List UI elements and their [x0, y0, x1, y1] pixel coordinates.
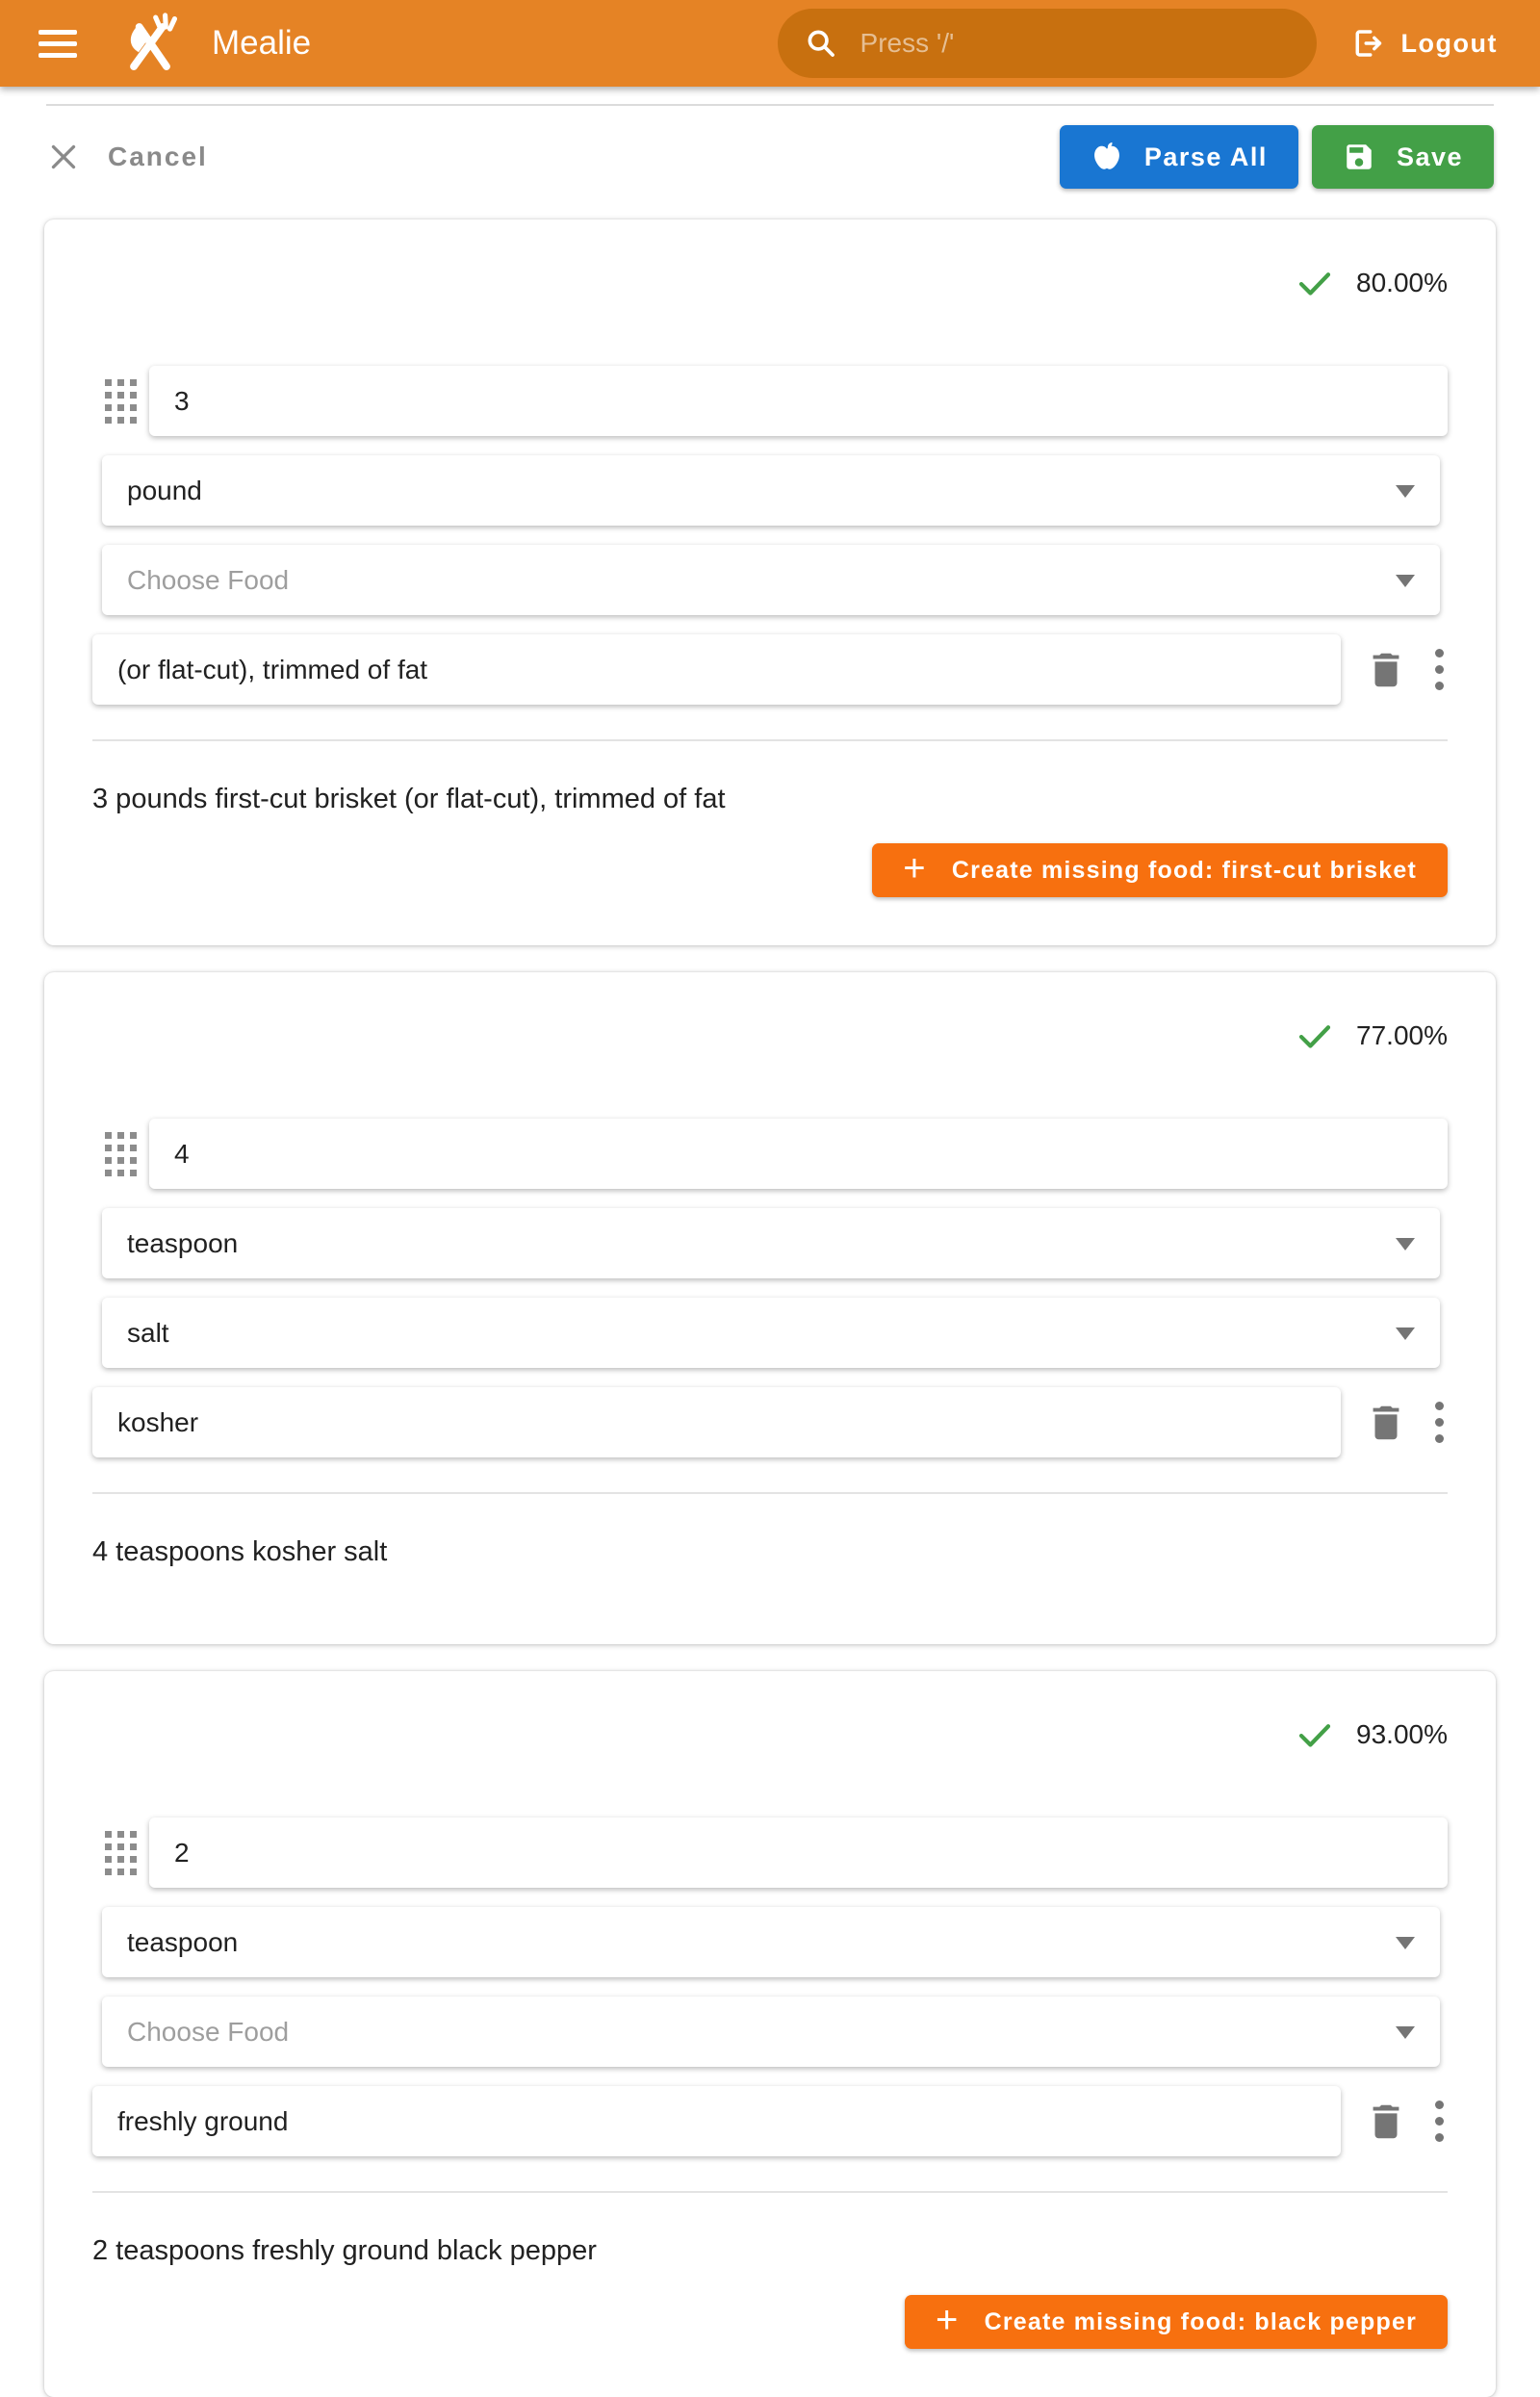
- save-icon: [1343, 141, 1375, 173]
- logout-label: Logout: [1400, 28, 1498, 58]
- ingredient-card: [44, 219, 1496, 945]
- confidence-value: 80.00%: [1356, 268, 1448, 297]
- note-field: [92, 634, 1341, 705]
- delete-ingredient-button[interactable]: [1364, 648, 1408, 692]
- drag-handle-icon[interactable]: [105, 379, 137, 424]
- trash-icon: [1364, 1401, 1408, 1445]
- ingredient-card: [44, 972, 1496, 1644]
- drag-handle-icon[interactable]: [105, 1831, 137, 1875]
- unit-input[interactable]: [102, 1228, 1440, 1259]
- confidence-row: [92, 1710, 1448, 1760]
- quantity-row: [92, 366, 1448, 436]
- search-bar: [778, 9, 1317, 78]
- kebab-icon: [1435, 649, 1444, 690]
- quantity-input[interactable]: [149, 386, 1448, 417]
- apple-icon: [1091, 141, 1123, 173]
- food-input[interactable]: [102, 1318, 1440, 1349]
- create-missing-food-button[interactable]: + Create missing food: first-cut brisket: [872, 843, 1448, 897]
- cancel-button[interactable]: [46, 140, 208, 174]
- food-input[interactable]: [102, 565, 1440, 596]
- original-ingredient-text: 4 teaspoons kosher salt: [92, 1536, 388, 1567]
- create-missing-food-label: Create missing food: first-cut brisket: [951, 856, 1417, 884]
- note-input[interactable]: [92, 2106, 1341, 2137]
- search-input[interactable]: [859, 27, 1290, 60]
- quantity-row: [92, 1119, 1448, 1189]
- note-row: [92, 1387, 1448, 1457]
- parse-all-button[interactable]: [1060, 125, 1298, 189]
- note-input[interactable]: [92, 655, 1341, 685]
- parser-toolbar: [46, 125, 1494, 189]
- confidence-row: [92, 258, 1448, 308]
- unit-select: [102, 1208, 1440, 1278]
- cancel-label: Cancel: [108, 142, 208, 171]
- food-select: [102, 545, 1440, 615]
- check-icon: [1295, 1714, 1335, 1755]
- quantity-field: [149, 366, 1448, 436]
- unit-select: [102, 1907, 1440, 1977]
- app-bar: [0, 0, 1540, 87]
- header-divider: [46, 104, 1494, 106]
- create-missing-food-button[interactable]: + Create missing food: black pepper: [905, 2295, 1448, 2349]
- check-icon: [1295, 263, 1335, 303]
- note-field: [92, 1387, 1341, 1457]
- logout-icon: [1349, 26, 1384, 61]
- confidence-value: 77.00%: [1356, 1020, 1448, 1050]
- parse-all-label: Parse All: [1143, 142, 1268, 171]
- save-label: Save: [1396, 142, 1463, 171]
- trash-icon: [1364, 2100, 1408, 2144]
- logout-button[interactable]: [1349, 26, 1498, 61]
- unit-select: [102, 455, 1440, 526]
- unit-input[interactable]: [102, 476, 1440, 506]
- quantity-field: [149, 1817, 1448, 1888]
- note-row: [92, 2086, 1448, 2156]
- mealie-logo-icon: [117, 11, 183, 76]
- kebab-icon: [1435, 1402, 1444, 1443]
- missing-food-row: [92, 843, 1448, 897]
- note-row: [92, 634, 1448, 705]
- trash-icon: [1364, 648, 1408, 692]
- card-divider: [92, 1492, 1448, 1494]
- create-missing-food-label: Create missing food: black pepper: [984, 2307, 1417, 2335]
- kebab-icon: [1435, 2101, 1444, 2142]
- hamburger-menu-icon[interactable]: [38, 30, 77, 58]
- confidence-value: 93.00%: [1356, 1719, 1448, 1749]
- food-select: [102, 1997, 1440, 2067]
- close-icon: [46, 140, 81, 174]
- more-options-button[interactable]: [1435, 1402, 1444, 1443]
- more-options-button[interactable]: [1435, 649, 1444, 690]
- search-icon: [805, 27, 837, 60]
- app-title: Mealie: [212, 24, 312, 62]
- ingredient-cards: [44, 219, 1496, 2397]
- card-divider: [92, 739, 1448, 741]
- more-options-button[interactable]: [1435, 2101, 1444, 2142]
- note-field: [92, 2086, 1341, 2156]
- ingredient-card: [44, 1671, 1496, 2397]
- confidence-row: [92, 1011, 1448, 1061]
- quantity-input[interactable]: [149, 1838, 1448, 1869]
- drag-handle-icon[interactable]: [105, 1132, 137, 1176]
- quantity-row: [92, 1817, 1448, 1888]
- save-button[interactable]: [1312, 125, 1494, 189]
- quantity-input[interactable]: [149, 1139, 1448, 1170]
- delete-ingredient-button[interactable]: [1364, 2100, 1408, 2144]
- original-ingredient-text: 2 teaspoons freshly ground black pepper: [92, 2235, 597, 2266]
- missing-food-row: [92, 2295, 1448, 2349]
- card-divider: [92, 2191, 1448, 2193]
- unit-input[interactable]: [102, 1927, 1440, 1958]
- food-select: [102, 1298, 1440, 1368]
- original-ingredient-text: 3 pounds first-cut brisket (or flat-cut), trimmed of fat: [92, 784, 726, 814]
- delete-ingredient-button[interactable]: [1364, 1401, 1408, 1445]
- food-input[interactable]: [102, 2017, 1440, 2048]
- quantity-field: [149, 1119, 1448, 1189]
- check-icon: [1295, 1016, 1335, 1056]
- note-input[interactable]: [92, 1407, 1341, 1438]
